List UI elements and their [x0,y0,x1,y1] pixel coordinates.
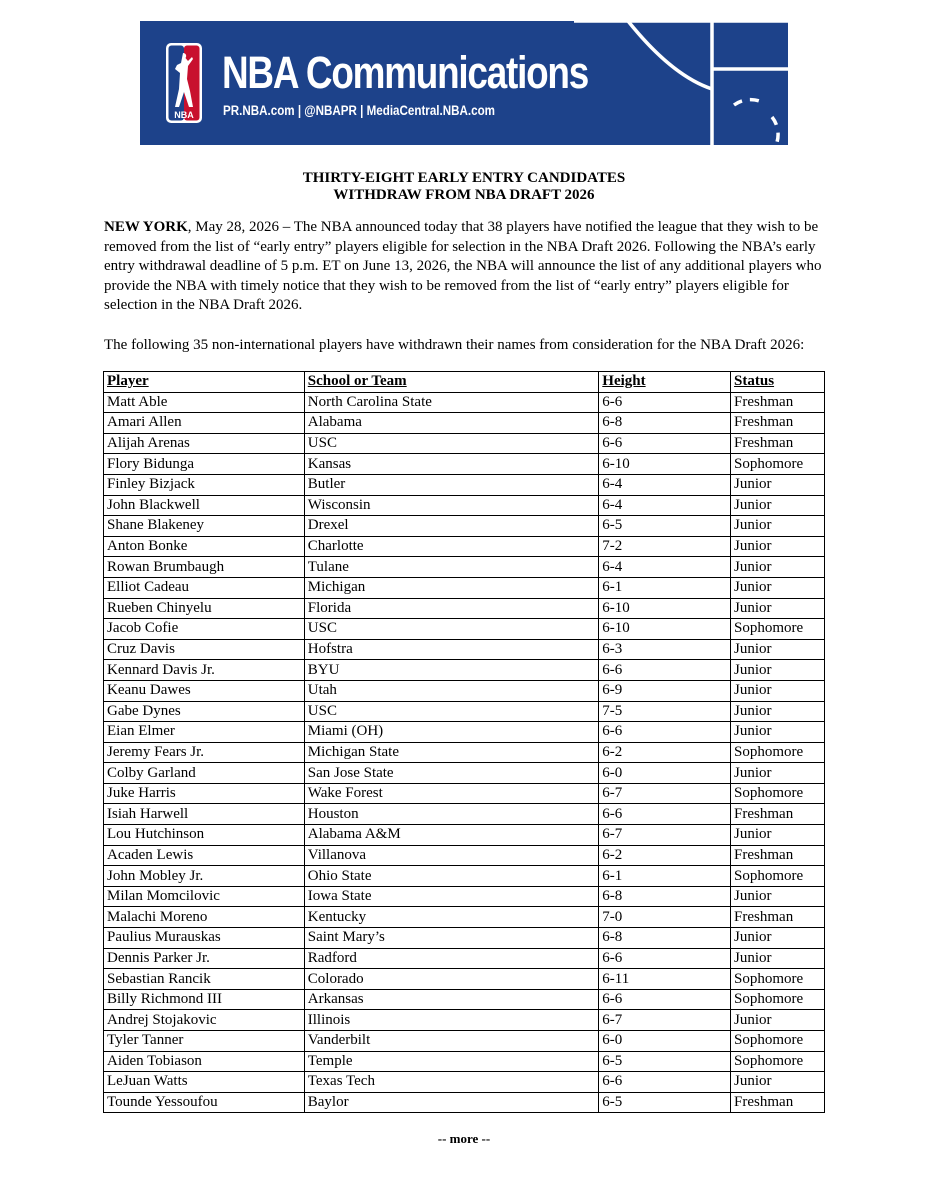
school-cell: San Jose State [304,763,599,784]
school-cell: Drexel [304,516,599,537]
header-height: Height [599,372,731,393]
press-release-headline [0,170,928,204]
status-cell: Freshman [731,907,825,928]
player-cell: Rowan Brumbaugh [104,557,305,578]
status-cell: Freshman [731,845,825,866]
status-cell: Junior [731,598,825,619]
school-cell: Villanova [304,845,599,866]
height-cell: 6-6 [599,989,731,1010]
status-cell: Junior [731,701,825,722]
player-cell: Rueben Chinyelu [104,598,305,619]
player-cell: Lou Hutchinson [104,825,305,846]
table-row [104,804,825,825]
player-cell: LeJuan Watts [104,1072,305,1093]
school-cell: Iowa State [304,886,599,907]
table-row [104,495,825,516]
player-cell: Juke Harris [104,783,305,804]
player-cell: Jeremy Fears Jr. [104,742,305,763]
height-cell: 6-10 [599,454,731,475]
table-row [104,763,825,784]
table-row [104,948,825,969]
status-cell: Junior [731,536,825,557]
school-cell: Colorado [304,969,599,990]
player-cell: Jacob Cofie [104,619,305,640]
table-row [104,907,825,928]
player-cell: Elliot Cadeau [104,577,305,598]
status-cell: Junior [731,928,825,949]
status-cell: Junior [731,1010,825,1031]
status-cell: Junior [731,474,825,495]
height-cell: 6-2 [599,742,731,763]
school-cell: Michigan State [304,742,599,763]
height-cell: 7-5 [599,701,731,722]
height-cell: 6-2 [599,845,731,866]
nba-logo-text: NBA [174,110,194,120]
status-cell: Junior [731,825,825,846]
school-cell: Kansas [304,454,599,475]
school-cell: Illinois [304,1010,599,1031]
height-cell: 6-4 [599,557,731,578]
height-cell: 6-6 [599,660,731,681]
status-cell: Freshman [731,1092,825,1113]
dateline: NEW YORK [104,219,188,235]
school-cell: Michigan [304,577,599,598]
status-cell: Sophomore [731,1051,825,1072]
header-player: Player [104,372,305,393]
table-row [104,928,825,949]
height-cell: 6-8 [599,413,731,434]
table-row [104,1010,825,1031]
player-cell: Isiah Harwell [104,804,305,825]
school-cell: Florida [304,598,599,619]
status-cell: Sophomore [731,1031,825,1052]
headline-line-2: WITHDRAW FROM NBA DRAFT 2026 [333,187,595,203]
school-cell: Alabama A&M [304,825,599,846]
height-cell: 6-6 [599,948,731,969]
table-row [104,619,825,640]
school-cell: Baylor [304,1092,599,1113]
table-header-row [104,372,825,393]
table-row [104,433,825,454]
player-cell: Colby Garland [104,763,305,784]
height-cell: 6-3 [599,639,731,660]
height-cell: 6-7 [599,825,731,846]
table-row [104,454,825,475]
status-cell: Junior [731,495,825,516]
status-cell: Junior [731,680,825,701]
player-cell: John Mobley Jr. [104,866,305,887]
table-row [104,660,825,681]
table-row [104,598,825,619]
intro-paragraph-text: , May 28, 2026 – The NBA announced today that 38 players have notified the league that they wish to be removed from the list of “early entry” players eligible for selection in the NBA Draft 2026. Following the NBA’s early entry withdrawal deadline of 5 p.m. ET on June 13, 2026, the NBA will announce the list of any additional players who provide the NBA with timely notice that they wish to be removed from the list of “early entry” players eligible for selection in the NBA Draft 2026. [104,219,822,313]
height-cell: 6-6 [599,433,731,454]
player-cell: Anton Bonke [104,536,305,557]
height-cell: 6-1 [599,577,731,598]
school-cell: BYU [304,660,599,681]
player-cell: Tyler Tanner [104,1031,305,1052]
table-row [104,722,825,743]
status-cell: Sophomore [731,989,825,1010]
school-cell: Miami (OH) [304,722,599,743]
player-cell: Cruz Davis [104,639,305,660]
status-cell: Junior [731,722,825,743]
status-cell: Junior [731,948,825,969]
school-cell: North Carolina State [304,392,599,413]
table-row [104,783,825,804]
height-cell: 7-0 [599,907,731,928]
header-status: Status [731,372,825,393]
table-row [104,1092,825,1113]
status-cell: Junior [731,557,825,578]
table-row [104,825,825,846]
table-row [104,639,825,660]
banner-title: NBA Communications [222,47,589,98]
school-cell: USC [304,701,599,722]
player-cell: Gabe Dynes [104,701,305,722]
status-cell: Sophomore [731,969,825,990]
player-cell: John Blackwell [104,495,305,516]
status-cell: Sophomore [731,783,825,804]
school-cell: Hofstra [304,639,599,660]
table-row [104,1072,825,1093]
height-cell: 6-0 [599,763,731,784]
table-row [104,557,825,578]
withdrawn-players-table [103,371,825,1113]
height-cell: 6-9 [599,680,731,701]
status-cell: Junior [731,886,825,907]
table-row [104,680,825,701]
height-cell: 6-6 [599,392,731,413]
height-cell: 6-8 [599,886,731,907]
status-cell: Sophomore [731,742,825,763]
headline-line-1: THIRTY-EIGHT EARLY ENTRY CANDIDATES [302,170,626,186]
school-cell: Kentucky [304,907,599,928]
height-cell: 6-4 [599,495,731,516]
school-cell: Temple [304,1051,599,1072]
school-cell: Saint Mary’s [304,928,599,949]
school-cell: Wisconsin [304,495,599,516]
table-row [104,392,825,413]
status-cell: Junior [731,577,825,598]
status-cell: Freshman [731,804,825,825]
table-body [104,392,825,1113]
table-row [104,474,825,495]
player-cell: Finley Bizjack [104,474,305,495]
school-cell: USC [304,433,599,454]
height-cell: 6-6 [599,722,731,743]
player-cell: Acaden Lewis [104,845,305,866]
player-cell: Milan Momcilovic [104,886,305,907]
school-cell: Alabama [304,413,599,434]
table-row [104,886,825,907]
height-cell: 6-7 [599,1010,731,1031]
player-cell: Shane Blakeney [104,516,305,537]
height-cell: 6-6 [599,804,731,825]
school-cell: Arkansas [304,989,599,1010]
status-cell: Sophomore [731,866,825,887]
school-cell: Vanderbilt [304,1031,599,1052]
status-cell: Junior [731,660,825,681]
table-row [104,1051,825,1072]
player-cell: Alijah Arenas [104,433,305,454]
player-cell: Matt Able [104,392,305,413]
school-cell: USC [304,619,599,640]
status-cell: Sophomore [731,454,825,475]
table-row [104,742,825,763]
school-cell: Butler [304,474,599,495]
player-cell: Andrej Stojakovic [104,1010,305,1031]
status-cell: Junior [731,763,825,784]
status-cell: Sophomore [731,619,825,640]
height-cell: 6-5 [599,1051,731,1072]
nba-communications-banner [140,21,788,145]
player-cell: Keanu Dawes [104,680,305,701]
table-row [104,989,825,1010]
more-indicator: -- more -- [437,1131,491,1146]
table-row [104,536,825,557]
intro-paragraph [104,218,826,316]
status-cell: Freshman [731,392,825,413]
school-cell: Utah [304,680,599,701]
table-row [104,1031,825,1052]
player-cell: Amari Allen [104,413,305,434]
player-cell: Tounde Yessoufou [104,1092,305,1113]
player-cell: Billy Richmond III [104,989,305,1010]
height-cell: 6-11 [599,969,731,990]
nba-logo-icon [166,43,202,123]
table-row [104,413,825,434]
school-cell: Ohio State [304,866,599,887]
player-cell: Eian Elmer [104,722,305,743]
school-cell: Houston [304,804,599,825]
table-row [104,701,825,722]
banner-subtitle: PR.NBA.com | @NBAPR | MediaCentral.NBA.com [223,103,495,118]
height-cell: 6-4 [599,474,731,495]
player-cell: Aiden Tobiason [104,1051,305,1072]
height-cell: 6-7 [599,783,731,804]
school-cell: Charlotte [304,536,599,557]
status-cell: Junior [731,639,825,660]
status-cell: Freshman [731,433,825,454]
player-cell: Sebastian Rancik [104,969,305,990]
status-cell: Junior [731,516,825,537]
height-cell: 6-10 [599,598,731,619]
height-cell: 6-8 [599,928,731,949]
height-cell: 6-10 [599,619,731,640]
table-row [104,516,825,537]
school-cell: Radford [304,948,599,969]
school-cell: Tulane [304,557,599,578]
list-intro-paragraph: The following 35 non-international players have withdrawn their names from consideration for the NBA Draft 2026: [104,337,805,353]
height-cell: 6-1 [599,866,731,887]
table-row [104,845,825,866]
player-cell: Malachi Moreno [104,907,305,928]
school-cell: Wake Forest [304,783,599,804]
player-cell: Flory Bidunga [104,454,305,475]
player-cell: Dennis Parker Jr. [104,948,305,969]
player-cell: Kennard Davis Jr. [104,660,305,681]
status-cell: Freshman [731,413,825,434]
height-cell: 6-6 [599,1072,731,1093]
table-row [104,969,825,990]
table-row [104,577,825,598]
table-row [104,866,825,887]
player-cell: Paulius Murauskas [104,928,305,949]
height-cell: 6-5 [599,516,731,537]
height-cell: 6-0 [599,1031,731,1052]
status-cell: Junior [731,1072,825,1093]
height-cell: 7-2 [599,536,731,557]
header-school: School or Team [304,372,599,393]
height-cell: 6-5 [599,1092,731,1113]
school-cell: Texas Tech [304,1072,599,1093]
